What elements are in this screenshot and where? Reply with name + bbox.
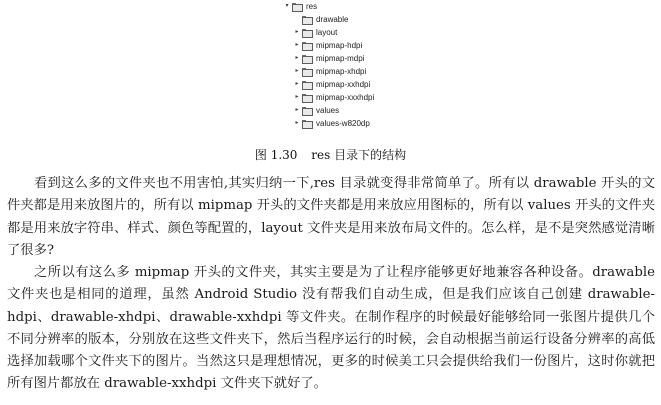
file-tree [282, 0, 374, 130]
expand-arrow-icon[interactable]: ▸ [295, 29, 299, 35]
expand-arrow-icon[interactable]: ▸ [295, 120, 299, 126]
tree-label: values-w820dp [316, 119, 370, 128]
folder-icon [302, 29, 312, 37]
tree-label: mipmap-xxhdpi [316, 80, 371, 89]
tree-label: mipmap-hdpi [316, 41, 363, 50]
body-paragraph-2: 之所以有这么多 mipmap 开头的文件夹，其实主要是为了让程序能够更好地兼容各种设备。drawable 文件夹也是相同的道理，虽然 Android Studio 没有帮我们自动生成，但是我们应该自己创建 drawable-hdpi、drawable-xhdpi、drawable-xxhdpi 等文件夹。在制作程序的时候最好能够给同一张图片提供几个不同分辨率的版本，分别放在这些文件夹下，然后当程序运行的时候，会自动根据当前运行设备分辨率的高低选择加载哪个文件夹下的图片。当然这只是理想情况，更多的时候美工只会提供给我们一份图片，这时你就把所有图片都放在 drawable-xxhdpi 文件夹下就好了。 [7, 265, 655, 392]
tree-label-res: res [306, 2, 318, 11]
expand-arrow-icon[interactable]: ▸ [295, 42, 299, 48]
folder-icon [302, 55, 312, 63]
tree-row-drawable[interactable] [282, 13, 374, 26]
expand-arrow-icon[interactable]: ▸ [295, 55, 299, 61]
tree-label: drawable [316, 15, 349, 24]
folder-icon [302, 81, 312, 89]
folder-icon [302, 120, 312, 128]
expand-arrow-icon[interactable]: ▸ [295, 94, 299, 100]
tree-row-mipmap-xxxhdpi[interactable] [282, 91, 374, 104]
folder-icon [302, 42, 312, 50]
tree-row-mipmap-hdpi[interactable] [282, 39, 374, 52]
figure-title: res 目录下的结构 [311, 148, 407, 162]
expand-arrow-icon[interactable]: ▸ [295, 68, 299, 74]
tree-label: mipmap-xxxhdpi [316, 93, 375, 102]
folder-icon [302, 94, 312, 102]
tree-row-mipmap-xxhdpi[interactable] [282, 78, 374, 91]
tree-row-values-w820dp[interactable] [282, 117, 374, 130]
folder-icon [302, 68, 312, 76]
tree-row-mipmap-mdpi[interactable] [282, 52, 374, 65]
spacer [292, 13, 302, 26]
tree-row-values[interactable] [282, 104, 374, 117]
tree-row-res[interactable] [282, 0, 374, 13]
expand-arrow-icon[interactable]: ▸ [295, 107, 299, 113]
tree-row-mipmap-xhdpi[interactable] [282, 65, 374, 78]
folder-icon [302, 16, 312, 24]
tree-label: mipmap-xhdpi [316, 67, 367, 76]
tree-row-layout[interactable] [282, 26, 374, 39]
body-paragraph-1: 看到这么多的文件夹也不用害怕,其实归纳一下,res 目录就变得非常简单了。所有以 drawable 开头的文件夹都是用来放图片的，所有以 mipmap 开头的文件夹都是用来放应用图标的，所有以 values 开头的文件夹都是用来放字符串、样式、颜色等配置的，layout 文件夹是用来放布局文件的。怎么样，是不是突然感觉清晰了很多? [7, 176, 655, 258]
collapse-arrow-icon[interactable]: ▾ [285, 3, 289, 9]
folder-icon [302, 107, 312, 115]
expand-arrow-icon[interactable]: ▸ [295, 81, 299, 87]
folder-icon [292, 3, 302, 11]
tree-label: layout [316, 28, 338, 37]
tree-label: mipmap-mdpi [316, 54, 365, 63]
figure-number: 图 1.30 [254, 148, 298, 162]
figure-caption [0, 146, 661, 163]
tree-label: values [316, 106, 340, 115]
